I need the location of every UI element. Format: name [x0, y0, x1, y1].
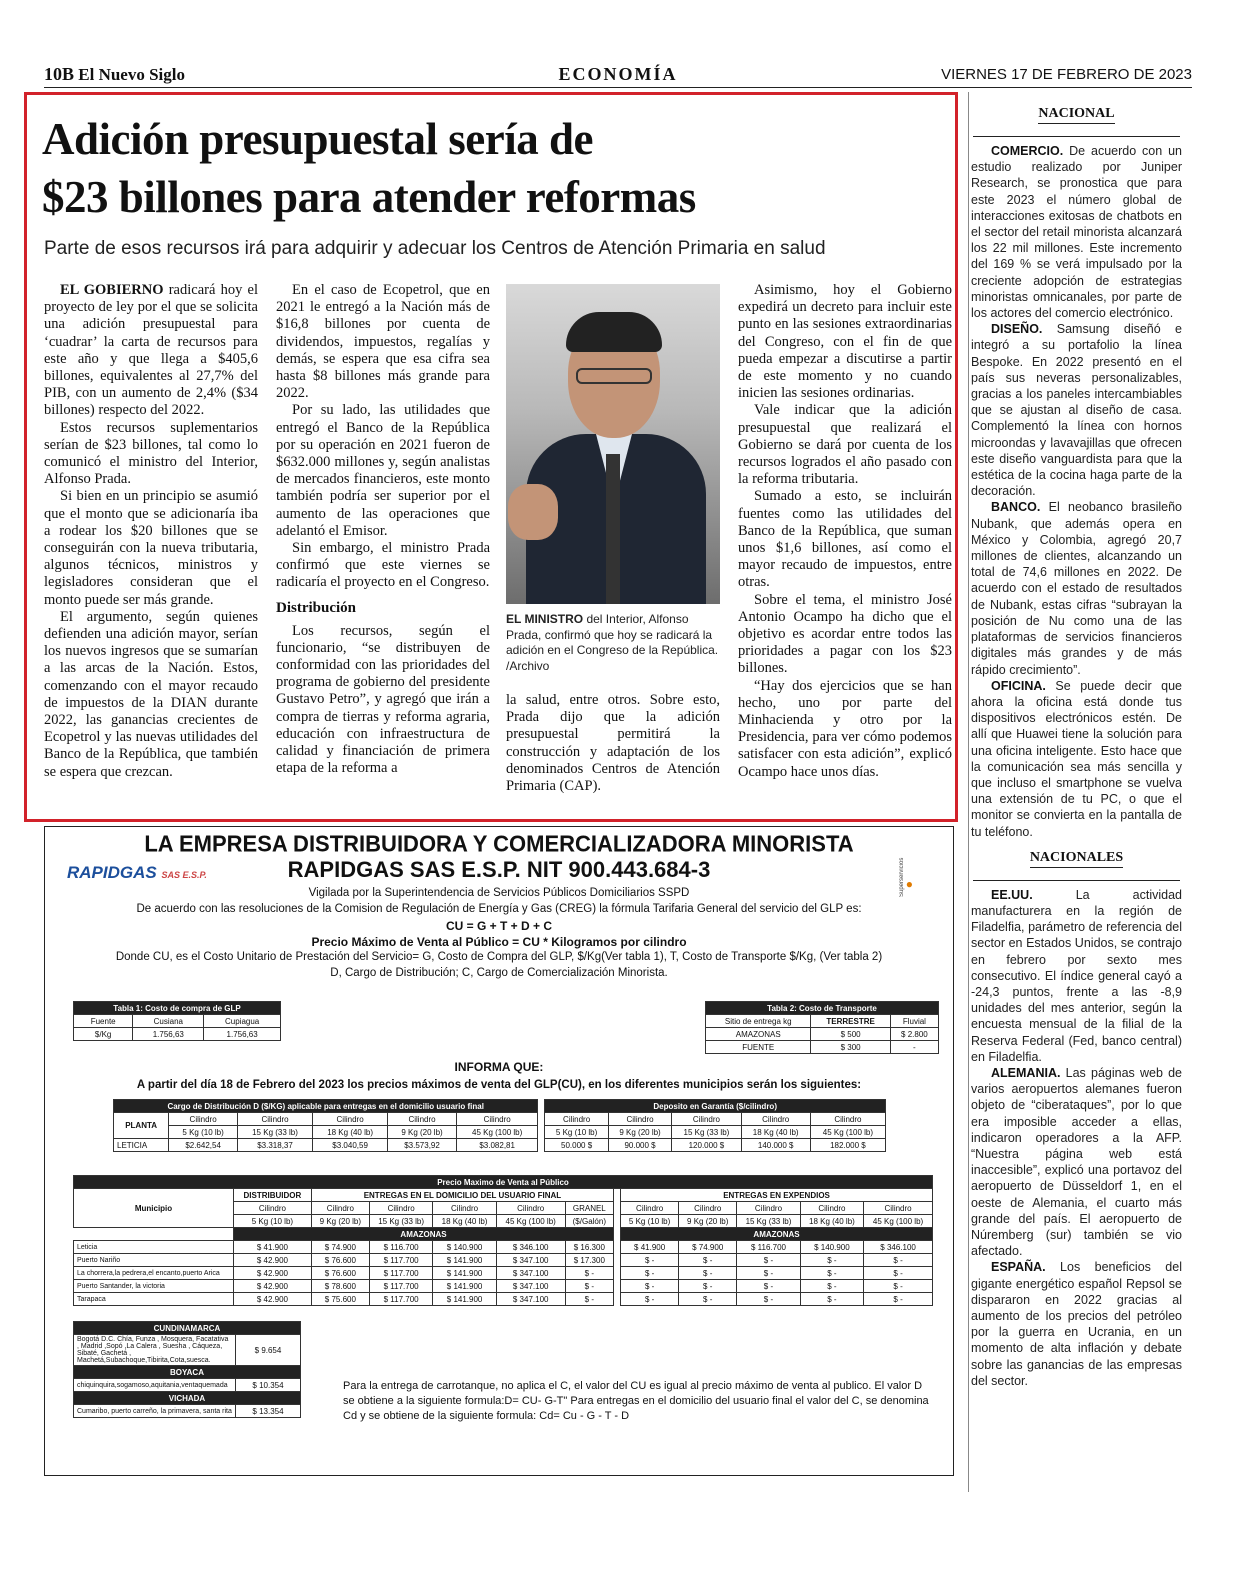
sidebar-heading-nacionales: NACIONALES — [971, 850, 1182, 866]
table-cell: $ - — [679, 1293, 737, 1306]
article-column-2: En el caso de Ecopetrol, que en 2021 le entregó a la Nación más de $16,8 billones por cuenta de dividendos, impuestos, regalías y demás, se espera que esa cifra sea hasta $8 billones más grande para 2022. Por su lado, las utilidades que entregó el Banco de la República por su operación en 2021 fueron de $632.000 millones y, según analistas de mercados financieros, este monto también podría ser superior por el aumento de las operaciones que adelantó el Emisor. Sin embargo, el ministro Prada confirmó que este viernes se radicaría el proyecto en el Congreso. Distribución Los recursos, según el funcionario, “se distribuyen de conformidad con las prioridades del programa de gobierno del presidente Gustavo Petro”, y agregó que irán a compra de tierras y reforma agraria, educación con infraestructura de calidad y financiación de primera etapa de la reforma a — [276, 282, 490, 777]
table-cell: $ - — [679, 1280, 737, 1293]
table-1-costo-compra: Tabla 1: Costo de compra de GLP Fuente Cusiana Cupiagua $/Kg 1.756,63 1.756,63 — [73, 1001, 281, 1041]
table-cell: $ 140.900 — [800, 1241, 863, 1254]
table-cell: $ 346.100 — [496, 1241, 565, 1254]
table-cell: $ - — [864, 1267, 933, 1280]
table-cell: $ - — [737, 1280, 800, 1293]
article-column-1: EL GOBIERNO radicará hoy el proyecto de ley por el que se solicita una adición presupuestal para ‘cuadrar’ la carta de recursos para este año y que llega a $405,6 billones, equivalentes al 27,7% del PIB, con un aumento de 2,4% ($34 billones) respecto del 2022. Estos recursos suplementarios serían de $23 billones, tal como lo comunicó el ministro del Interior, Alfonso Prada. Si bien en un principio se asumió que el monto que se adicionaría iba a rodear los $20 billones que se conseguirán con la nueva tributaria, algunos técnicos, ministros y legisladores consideran que el monto puede ser más grande. El argumento, según quienes defienden una adición mayor, serían los nuevos ingresos que se sumarían a las arcas de la Nación. Estos, comenzando con el mayor recaudo de impuestos de la DIAN durante 2022, las ganancias crecientes de Ecopetrol y las nuevas utilidades del Banco de la República, que también se espera que crezcan. — [44, 282, 258, 780]
table-cell: $ - — [621, 1293, 679, 1306]
table-cell: $ 75.600 — [311, 1293, 369, 1306]
brief-item: EE.UU. La actividad manufacturera en la región de Filadelfia, parámetro de referencia del sector en Estados Unidos, se contrajo en febrero por sexto mes consecutivo. El índice general cayó a -24,3 puntos, frente a las -8,9 unidades del mes anterior, según la encuesta mensual de la filial de la Reserva Federal (Fed, banco central) en Filadelfia. — [971, 887, 1182, 1064]
table-cell: $ 117.700 — [369, 1280, 432, 1293]
table-2-costo-transporte: Tabla 2: Costo de Transporte Sitio de entrega kg TERRESTRE Fluvial AMAZONAS $ 500 $ 2.800 FUENTE $ 300 - — [705, 1001, 939, 1054]
table-cell: $ - — [565, 1293, 613, 1306]
table-cell: $ 76.600 — [311, 1254, 369, 1267]
table-cell: $ 141.900 — [433, 1267, 496, 1280]
table-cell: $ 42.900 — [234, 1293, 312, 1306]
table-cell: $ - — [737, 1267, 800, 1280]
article-column-4: Asimismo, hoy el Gobierno expedirá un decreto para incluir este punto en las sesiones extraordinarias del Congreso, con el fin de que pueda empezar a discutirse a partir de este momento y no cuando inicien las sesiones ordinarias. Vale indicar que la adición presupuestal que realizará el Gobierno se dará por cuenta de los recursos logrados el año pasado con la reforma tributaria. Sumado a esto, se incluirán fuentes como las utilidades del Banco de la República, que suman unos $1,6 billones, así como el mayor recaudo de impuestos, entre otras. Sobre el tema, el ministro José Antonio Ocampo ha dicho que el objetivo es acordar entre todos las prioridades a pagar con los $23 billones. “Hay dos ejercicios que se han hecho, uno por parte del Minhacienda y otro por la Presidencia, para ver cómo podemos satisfacer con esta adición”, explicó Ocampo hace unos días. — [738, 282, 952, 780]
table-cell: $ 41.900 — [234, 1241, 312, 1254]
table-cell: $ 74.900 — [679, 1241, 737, 1254]
paper-name: El Nuevo Siglo — [78, 65, 186, 84]
table-cell: $ 116.700 — [737, 1241, 800, 1254]
rapidgas-advertisement — [44, 826, 954, 1476]
table-cell: $ - — [565, 1280, 613, 1293]
ad-company: RAPIDGAS SAS E.S.P. NIT 900.443.684-3 — [287, 857, 711, 882]
ad-formula: Precio Máximo de Venta al Público = CU * Kilogramos por cilindro — [311, 935, 687, 949]
ad-title: LA EMPRESA DISTRIBUIDORA Y COMERCIALIZADORA MINORISTA — [144, 830, 854, 857]
table-cell: $ - — [621, 1267, 679, 1280]
table-cell: $ 117.700 — [369, 1293, 432, 1306]
informa-title: INFORMA QUE: — [454, 1060, 544, 1074]
table-cell: $ - — [800, 1293, 863, 1306]
table-cell: $ 42.900 — [234, 1280, 312, 1293]
table-cell: La chorrera,la pedrera,el encanto,puerto Arica — [74, 1267, 234, 1280]
ad-formula: CU = G + T + D + C — [445, 919, 553, 933]
table-row — [74, 1241, 933, 1254]
table-4-precio-maximo: Precio Maximo de Venta al Público Municipio DISTRIBUIDOR ENTREGAS EN EL DOMICILIO DEL USUARIO FINAL ENTREGAS EN EXPENDIOS Cilindro Cilindro Cilindro Cilindro Cilindro GRANEL Cilindro Cilindro Cilindro Cilindro Cilindro 5 Kg (10 lb) 9 Kg (20 lb) 15 Kg (33 lb) 18 Kg (40 lb) 45 Kg (100 lb) ($/Galón) 5 Kg (10 lb) 9 Kg (20 lb) 15 Kg (33 lb) 18 Kg (40 lb) 45 Kg (100 lb) AMAZONAS AMAZONAS Leticia $ 41.900 $ 74.900 $ 116.700 $ 140.900 $ 346.100 $ 16.300 $ 41.900 $ 74.900 $ 116.700 $ 140.900 $ 346.100 Puerto Nariño $ 42.900 $ 76.600 $ 117.700 $ 141.900 $ 347.100 $ 17.300 $ - $ - $ - $ - $ - La chorrera,la pedrera,el encanto,puerto Arica $ 42.900 $ 76.600 $ 117.700 $ 141.900 $ 347.100 $ - $ - $ - $ - $ - $ - Puerto Santander, la victoria $ 42.900 $ 78.600 $ 117.700 $ 141.900 $ 347.100 $ - $ - $ - $ - $ - $ - Tarapaca $ 42.900 $ 75.600 $ 117.700 $ 141.900 $ 347.100 $ - $ - $ - $ - $ - $ - — [73, 1175, 933, 1306]
section-title: ECONOMÍA — [558, 64, 678, 84]
minister-photo — [506, 284, 720, 604]
table-cell: $ - — [737, 1293, 800, 1306]
table-cell: $ - — [621, 1254, 679, 1267]
table-row — [74, 1267, 933, 1280]
table-row — [74, 1254, 933, 1267]
table-cell: $ 116.700 — [369, 1241, 432, 1254]
table-cell: $ 78.600 — [311, 1280, 369, 1293]
table-cell: $ 42.900 — [234, 1267, 312, 1280]
brief-item: OFICINA. Se puede decir que ahora la oficina está donde tus dispositivos electrónicos estén. De allí que Huawei tiene la solución para una oficina inteligente. Esto hace que la comunicación sea más sencilla y que incluso el smartphone se vuelva una extensión de tu PC, o que el monitor se convierta en la pantalla de tu teléfono. — [971, 678, 1182, 839]
ad-line: Donde CU, es el Costo Unitario de Prestación del Servicio= G, Costo de Compra del GLP, $/Kg(Ver tabla 1), T, Costo de Transporte $/Kg, (Ver tabla 2) — [115, 951, 883, 963]
table-cell: $ 41.900 — [621, 1241, 679, 1254]
ad-footnote: Para la entrega de carrotanque, no aplica el C, el valor del CU es igual al precio máximo de venta al publico. El valor D se obtiene a la siguiente formula:D= CU- G-T" Para entregas en el domicilio del usuario final el valor del C, se denomina Cd y se obtiene de la siguiente formula: Cd= Cu - G - T - D — [343, 1380, 929, 1422]
table-cell: $ - — [800, 1280, 863, 1293]
table-cell: $ 141.900 — [433, 1254, 496, 1267]
page-number: 10B El Nuevo Siglo — [44, 64, 186, 84]
table-cell: $ 76.600 — [311, 1267, 369, 1280]
table-cell: $ - — [621, 1280, 679, 1293]
ad-line: De acuerdo con las resoluciones de la Comision de Regulación de Energía y Gas (CREG) la fórmula Tarifaria General del servicio del GLP es: — [136, 903, 862, 915]
table-cell: Leticia — [74, 1241, 234, 1254]
table-cell: $ - — [679, 1267, 737, 1280]
table-cell: $ 347.100 — [496, 1267, 565, 1280]
table-cell: $ - — [800, 1267, 863, 1280]
sidebar-briefs — [968, 92, 1182, 1492]
table-cell: $ 16.300 — [565, 1241, 613, 1254]
superservicios-icon: ● — [905, 877, 913, 891]
ad-line: D, Cargo de Distribución; C, Cargo de Comercialización Minorista. — [330, 967, 668, 979]
page-header — [44, 62, 1192, 88]
table-cell: $ - — [565, 1267, 613, 1280]
table-cell: $ 347.100 — [496, 1293, 565, 1306]
table-cell: $ 140.900 — [433, 1241, 496, 1254]
table-cell: Puerto Santander, la victoria — [74, 1280, 234, 1293]
rapidgas-logo: RAPIDGAS SAS E.S.P. — [67, 863, 207, 882]
superservicios-logo: Superservicios — [899, 857, 905, 897]
table-cell: $ - — [737, 1254, 800, 1267]
ad-line: Vigilada por la Superintendencia de Servicios Públicos Domiciliarios SSPD — [308, 887, 690, 899]
table-cell: $ 141.900 — [433, 1280, 496, 1293]
headline: Adición presupuestal sería de $23 billones para atender reformas — [42, 114, 696, 222]
table-cell: $ 141.900 — [433, 1293, 496, 1306]
informa-text: A partir del día 18 de Febrero del 2023 los precios máximos de venta del GLP(CU), en los diferentes municipios serán los siguientes: — [136, 1079, 862, 1091]
table-cell: $ 117.700 — [369, 1254, 432, 1267]
table-3-distribucion-deposito: Cargo de Distribución D ($/KG) aplicable para entregas en el domicilio usuario final Deposito en Garantía ($/cilindro) PLANTA Cilindro Cilindro Cilindro Cilindro Cilindro Cilindro Cilindro Cilindro Cilindro Cilindro 5 Kg (10 lb) 15 Kg (33 lb) 18 Kg (40 lb) 9 Kg (20 lb) 45 Kg (100 lb) 5 Kg (10 lb) 9 Kg (20 lb) 15 Kg (33 lb) 18 Kg (40 lb) 45 Kg (100 lb) LETICIA $2.642,54 $3.318,37 $3.040,59 $3.573,92 $3.082,81 50.000 $ 90.000 $ 120.000 $ 140.000 $ 182.000 $ — [113, 1099, 886, 1152]
sidebar-heading-nacional: NACIONAL — [971, 106, 1182, 122]
photo-caption: EL MINISTRO del Interior, Alfonso Prada, confirmó que hoy se radicará la adición en el Congreso de la República. /Archivo — [506, 612, 719, 673]
brief-item: COMERCIO. De acuerdo con un estudio realizado por Juniper Research, se pronostica que para este 2023 el número global de interacciones exitosas de chatbots en el sector del retail minorista alcanzará los 22 mil millones. Este incremento del 169 % se verá impulsado por la creciente adopción de estrategias minoristas omnicanales, por parte de los actores del comercio electrónico. — [971, 144, 1182, 321]
table-cell: $ 42.900 — [234, 1254, 312, 1267]
table-cell: $ 17.300 — [565, 1254, 613, 1267]
issue-date: VIERNES 17 DE FEBRERO DE 2023 — [941, 66, 1192, 83]
table-cell: $ 347.100 — [496, 1280, 565, 1293]
brief-item: ESPAÑA. Los beneficios del gigante energético español Repsol se dispararon en 2022 gracias al aumento de los precios del petróleo por la guerra en Ucrania, en un momento de alta inflación y debate sobre las ganancias de las empresas del sector. — [971, 1260, 1182, 1388]
article-column-3: la salud, entre otros. Sobre esto, Prada dijo que la adición presupuestal permitirá la construcción y adaptación de los denominados Centros de Atención Primaria (CAP). — [506, 692, 720, 795]
section-heading: Distribución — [276, 599, 357, 616]
table-cell: Tarapaca — [74, 1293, 234, 1306]
table-cell: $ 74.900 — [311, 1241, 369, 1254]
brief-item: BANCO. El neobanco brasileño Nubank, que además opera en México y Colombia, agregó 20,7 millones de clientes, alcanzando un total de 74,6 millones en 2022. De acuerdo con el estado de resultados de Nubank, estas cifras “subrayan la posición de Nu como una de las plataformas de servicios financieros digitales más grandes y de más rápido crecimiento”. — [971, 500, 1182, 677]
table-cell: $ 347.100 — [496, 1254, 565, 1267]
subheadline: Parte de esos recursos irá para adquirir y adecuar los Centros de Atención Primaria en salud — [44, 238, 826, 259]
table-cell: $ 346.100 — [864, 1241, 933, 1254]
table-cell: $ - — [679, 1254, 737, 1267]
table-regions: CUNDINAMARCA Bogotá D.C. Chía, Funza , Mosquera, Facatativa , Madrid ,Sopó ,La Calera , Suesha , Cáqueza, Sibaté, Gachetá , Machetá,Subachoque,Tibirita,Cota,suesca. $ 9.654 BOYACA chiquinquira,sogamoso,aquitania,ventaquemada $ 10.354 VICHADA Cumaribo, puerto carreño, la primavera, santa rita $ 13.354 — [73, 1321, 301, 1418]
table-cell: $ 117.700 — [369, 1267, 432, 1280]
table-row — [74, 1293, 933, 1306]
brief-item: ALEMANIA. Las páginas web de varios aeropuertos alemanes fueron objeto de “ciberataques”, por lo que era imposible acceder a ellas, indicaron operadores a la AFP. “Nuestra página web está inaccesible”, explicó una portavoz del aeropuerto de Düsseldorf 1, en el oeste de Alemania, el cuarto más grande del país. El aeropuerto de Núremberg (sur) también se vio afectado. — [971, 1065, 1182, 1259]
table-cell: $ - — [864, 1280, 933, 1293]
table-cell: $ - — [864, 1293, 933, 1306]
table-cell: Puerto Nariño — [74, 1254, 234, 1267]
brief-item: DISEÑO. Samsung diseñó e integró a su portafolio la línea Bespoke. En 2022 presentó en el país sus neveras personalizables, gracias a los paneles intercambiables que se ajustan al diseño de casa. Complementó la línea con hornos microondas y lavavajillas que ofrecen este diseño vanguardista para que la estética de la cocina haga parte de la decoración. — [971, 322, 1182, 499]
table-cell: $ - — [864, 1254, 933, 1267]
table-cell: $ - — [800, 1254, 863, 1267]
table-row — [74, 1280, 933, 1293]
